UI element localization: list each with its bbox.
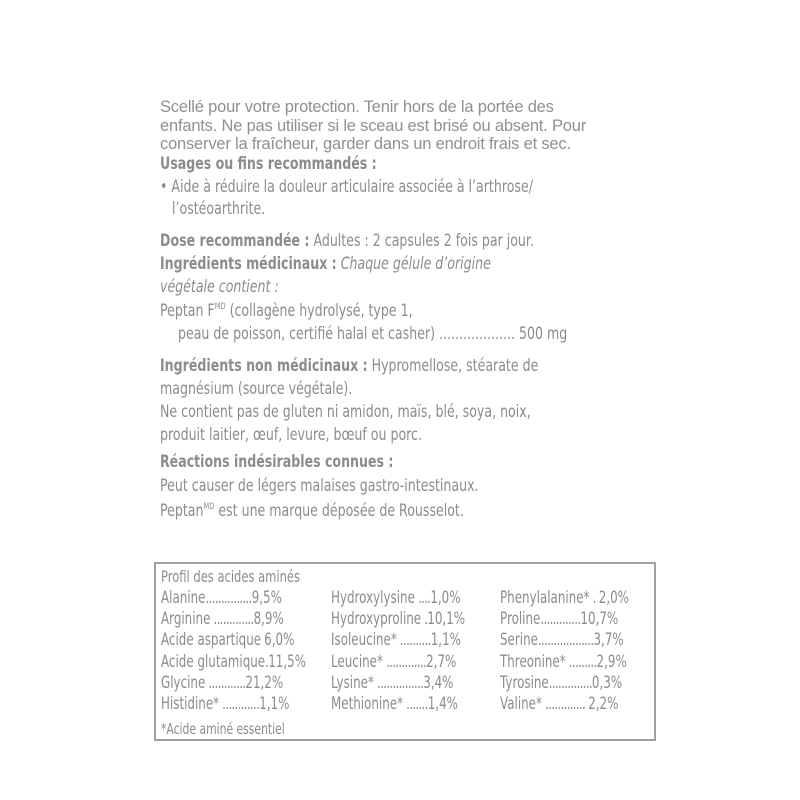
- dose-text: Adultes : 2 capsules 2 fois par jour.: [313, 231, 534, 251]
- leader-dots: .: [589, 588, 599, 608]
- amino-acid-name: Valine*: [500, 694, 542, 714]
- ingredient-amount: 500 mg: [519, 324, 568, 344]
- reactions-heading: Réactions indésirables connues :: [160, 452, 394, 472]
- medicinal-line: [160, 254, 491, 274]
- amino-acid-name: Leucine*: [331, 651, 383, 672]
- amino-acid-row: [331, 630, 461, 650]
- amino-acid-name: Tyrosine: [500, 672, 549, 693]
- leader-dots: ...............: [205, 588, 252, 608]
- amino-acid-percentage: 3,7%: [593, 630, 624, 651]
- leader-dots: ..................: [537, 630, 594, 651]
- amino-acid-percentage: 1,1%: [430, 630, 461, 651]
- amino-acid-name: Threonine*: [500, 651, 566, 672]
- trademark-name: Peptan: [160, 501, 204, 521]
- non-medicinal-text: Hypromellose, stéarate de: [371, 356, 539, 376]
- leader-dots: ..............: [548, 672, 592, 693]
- amino-acid-percentage: 8,9%: [253, 609, 284, 630]
- medicinal-intro-continued: végétale contient :: [160, 277, 279, 297]
- usages-item-continued: l’ostéoarthrite.: [172, 199, 266, 219]
- amino-acid-percentage: 2,9%: [596, 651, 627, 672]
- storage-warning-line: Scellé pour votre protection. Tenir hors de la portée des: [160, 98, 554, 116]
- amino-acid-row: [500, 588, 629, 608]
- medicinal-heading: Ingrédients médicinaux :: [160, 254, 337, 274]
- amino-acid-name: Lysine*: [331, 672, 374, 693]
- non-medicinal-line: [160, 356, 538, 376]
- medicinal-ingredient-continued: [178, 324, 567, 344]
- amino-acid-row: [500, 652, 627, 672]
- amino-acid-percentage: 21,2%: [245, 672, 284, 693]
- leader-dots: .............: [210, 609, 254, 630]
- amino-acid-percentage: 2,0%: [598, 588, 629, 608]
- trademark-mark: MD: [203, 502, 215, 512]
- amino-acid-row: [331, 652, 456, 672]
- amino-acid-row: [161, 630, 294, 650]
- amino-acid-name: Methionine*: [331, 694, 404, 714]
- amino-acid-row: [161, 694, 289, 714]
- amino-acid-row: [331, 588, 461, 608]
- leader-dots: ...............: [373, 672, 424, 693]
- amino-acid-percentage: 10,1%: [427, 609, 466, 630]
- trademark-mark: MD: [214, 302, 226, 312]
- leader-dots: .......: [403, 694, 428, 714]
- medicinal-intro: Chaque gélule d’origine: [340, 254, 491, 274]
- amino-acid-percentage: 2,7%: [426, 651, 457, 672]
- ingredient-name: Peptan F: [160, 301, 215, 321]
- storage-warning-line: conserver la fraîcheur, garder dans un endroit frais et sec.: [160, 135, 571, 153]
- amino-acid-percentage: 11,5%: [268, 651, 307, 672]
- ingredient-description: (collagène hydrolysé, type 1,: [229, 301, 413, 321]
- amino-acid-percentage: 1,0%: [430, 588, 461, 608]
- amino-acid-name: Arginine: [161, 609, 211, 630]
- usages-item: [160, 177, 533, 197]
- trademark-text: est une marque déposée de Rousselot.: [218, 501, 464, 521]
- amino-acid-percentage: 1,4%: [427, 694, 458, 714]
- allergen-free-line: Ne contient pas de gluten ni amidon, maïs, blé, soya, noix,: [160, 402, 531, 422]
- amino-acid-percentage: 2,2%: [588, 694, 619, 714]
- amino-acid-percentage: 10,7%: [580, 609, 619, 630]
- amino-acid-row: [331, 673, 453, 693]
- leader-dots: .............: [382, 651, 427, 672]
- dose-line: [160, 231, 534, 251]
- ingredient-description: peau de poisson, certifié halal et casher): [178, 324, 436, 344]
- amino-acid-name: Hydroxylysine: [331, 588, 415, 608]
- amino-acid-row: [500, 694, 618, 714]
- amino-acid-row: [500, 609, 618, 629]
- leader-dots: .............: [541, 694, 589, 714]
- amino-acid-percentage: 9,5%: [251, 588, 282, 608]
- leader-dots: .............: [540, 609, 581, 630]
- reactions-text: Peut causer de légers malaises gastro-intestinaux.: [160, 476, 479, 496]
- amino-acid-name: Proline: [500, 609, 541, 630]
- allergen-free-line: produit laitier, œuf, levure, bœuf ou porc.: [160, 425, 422, 445]
- leader-dots: .: [265, 651, 269, 672]
- storage-warning-line: enfants. Ne pas utiliser si le sceau est brisé ou absent. Pour: [160, 116, 587, 135]
- amino-acid-name: Serine: [500, 630, 538, 651]
- amino-acid-name: Phenylalanine*: [500, 588, 590, 608]
- amino-acid-name: Hydroxyproline: [331, 609, 422, 630]
- amino-acid-name: Isoleucine*: [331, 630, 397, 651]
- amino-acid-name: Acide aspartique: [161, 630, 262, 651]
- amino-acid-row: [331, 609, 465, 629]
- leader-dots: ..........: [396, 630, 431, 651]
- amino-acid-row: [500, 630, 624, 650]
- leader-dots: .: [421, 609, 428, 630]
- usages-heading: Usages ou fins recommandés :: [160, 154, 377, 174]
- leader-dots: ............: [205, 672, 246, 693]
- amino-footnote: *Acide aminé essentiel: [161, 720, 285, 738]
- amino-acid-percentage: 6,0%: [264, 630, 295, 651]
- amino-acid-name: Acide glutamique: [161, 651, 266, 672]
- leader-dots: ............: [219, 694, 260, 714]
- amino-acid-row: [161, 652, 306, 672]
- amino-profile-title: Profil des acides aminés: [161, 567, 300, 586]
- amino-acid-row: [161, 673, 283, 693]
- amino-acid-percentage: 3,4%: [423, 672, 454, 693]
- medicinal-ingredient: [160, 301, 413, 321]
- amino-acid-percentage: 1,1%: [259, 694, 290, 714]
- amino-acid-row: [161, 588, 282, 608]
- dose-heading: Dose recommandée :: [160, 231, 310, 251]
- amino-acid-name: Glycine: [161, 672, 206, 693]
- leader-dots: .........: [565, 651, 597, 672]
- usages-item-text: Aide à réduire la douleur articulaire associée à l’arthrose/: [171, 177, 533, 197]
- amino-acid-name: Histidine*: [161, 694, 220, 714]
- amino-acid-row: [331, 694, 458, 714]
- amino-acid-row: [161, 609, 284, 629]
- ingredient-leader-dots: ...................: [439, 324, 516, 344]
- storage-warning: [160, 98, 640, 154]
- bullet-icon: •: [160, 177, 168, 197]
- amino-acid-percentage: 0,3%: [591, 672, 623, 693]
- non-medicinal-heading: Ingrédients non médicinaux :: [160, 356, 368, 376]
- amino-acid-name: Alanine: [161, 588, 206, 608]
- trademark-notice: [160, 501, 464, 521]
- amino-acid-row: [500, 673, 622, 693]
- leader-dots: ....: [414, 588, 431, 608]
- non-medicinal-continued: magnésium (source végétale).: [160, 379, 353, 399]
